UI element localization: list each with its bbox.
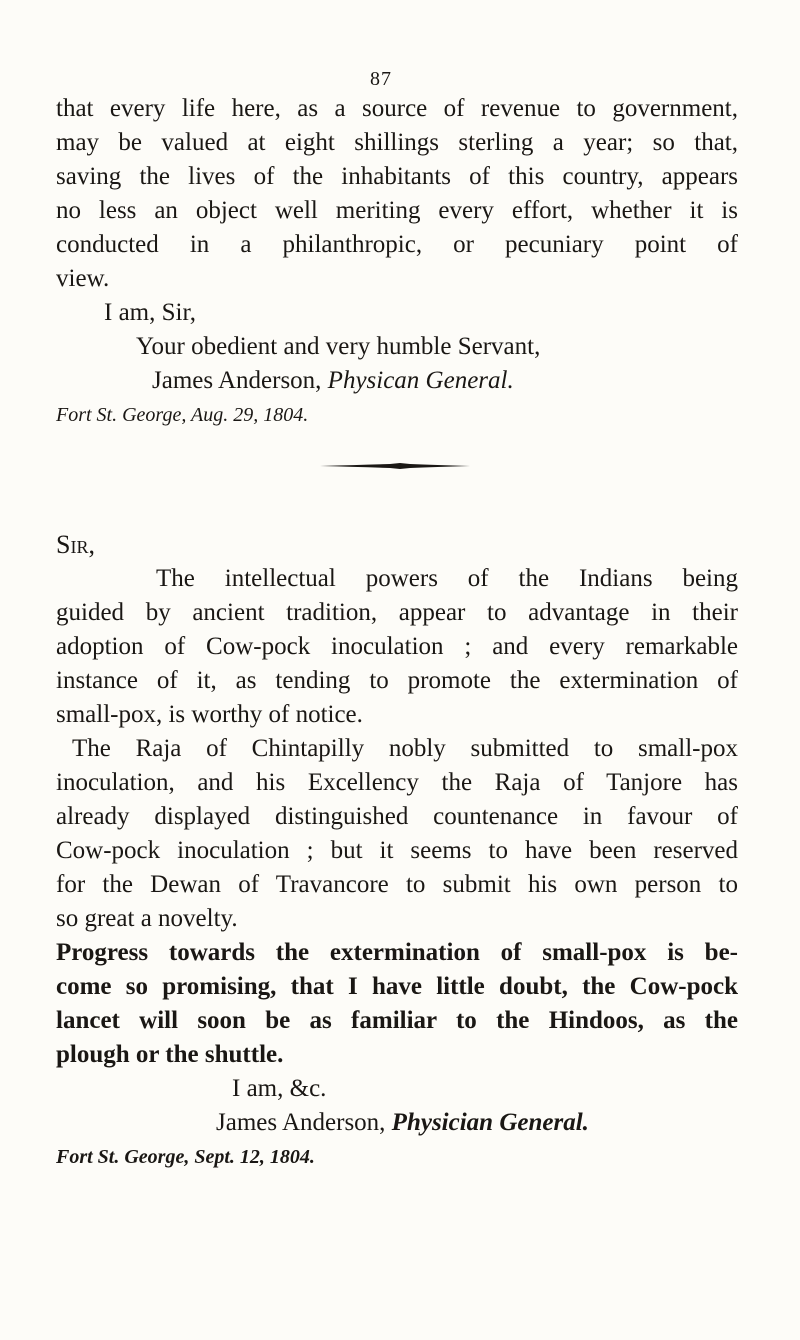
paragraph-line: adoption of Cow-pock inoculation ; and every remarkable [56, 633, 738, 660]
letter-2 [56, 528, 738, 1174]
signature-title: Physican General. [327, 367, 514, 394]
letter-1-line: view. [56, 265, 110, 292]
letter-2-closing: I am, &c. [232, 1075, 327, 1102]
paragraph-line: plough or the shuttle. [56, 1041, 284, 1068]
paragraph-line: guided by ancient tradition, appear to advantage in their [56, 599, 738, 626]
section-divider [320, 463, 470, 469]
letter-1-line: saving the lives of the inhabitants of this country, appears [56, 163, 738, 190]
letter-2-salutation: Sir, [56, 530, 95, 559]
letter-1-line: no less an object well meriting every effort, whether it is [56, 197, 738, 224]
paragraph-line: lancet will soon be as familiar to the Hindoos, as the [56, 1007, 738, 1034]
letter-2-dateline: Fort St. George, Sept. 12, 1804. [56, 1146, 315, 1168]
letter-1-signature [56, 364, 738, 398]
paragraph-line: come so promising, that I have little doubt, the Cow-pock [56, 973, 738, 1000]
letter-1 [56, 92, 738, 432]
letter-2-signature [56, 1106, 738, 1140]
paragraph-line: The intellectual powers of the Indians being [156, 565, 738, 592]
letter-1-dateline: Fort St. George, Aug. 29, 1804. [56, 404, 309, 426]
paragraph-line: instance of it, as tending to promote the extermination of [56, 667, 738, 694]
paragraph-line: for the Dewan of Travancore to submit his own person to [56, 871, 738, 898]
letter-1-line: may be valued at eight shillings sterling a year; so that, [56, 129, 738, 156]
paragraph-line: inoculation, and his Excellency the Raja of Tanjore has [56, 769, 738, 796]
paragraph-line: small-pox, is worthy of notice. [56, 701, 363, 728]
letter-1-closing: I am, Sir, [104, 299, 197, 326]
paragraph-line: The Raja of Chintapilly nobly submitted to small-pox [72, 735, 738, 762]
signature-title: Physician General. [391, 1109, 589, 1136]
letter-1-line: conducted in a philanthropic, or pecuniary point of [56, 231, 738, 258]
paragraph-line: already displayed distinguished countenance in favour of [56, 803, 738, 830]
paragraph-line: so great a novelty. [56, 905, 238, 932]
signature-name: James Anderson, [216, 1109, 386, 1136]
paragraph-line: Progress towards the extermination of small-pox is be- [56, 939, 738, 966]
paragraph-line: Cow-pock inoculation ; but it seems to have been reserved [56, 837, 738, 864]
signature-name: James Anderson, [152, 367, 322, 394]
letter-1-valediction: Your obedient and very humble Servant, [136, 333, 541, 360]
letter-1-line: that every life here, as a source of revenue to government, [56, 95, 738, 122]
page-number: 87 [370, 68, 392, 90]
